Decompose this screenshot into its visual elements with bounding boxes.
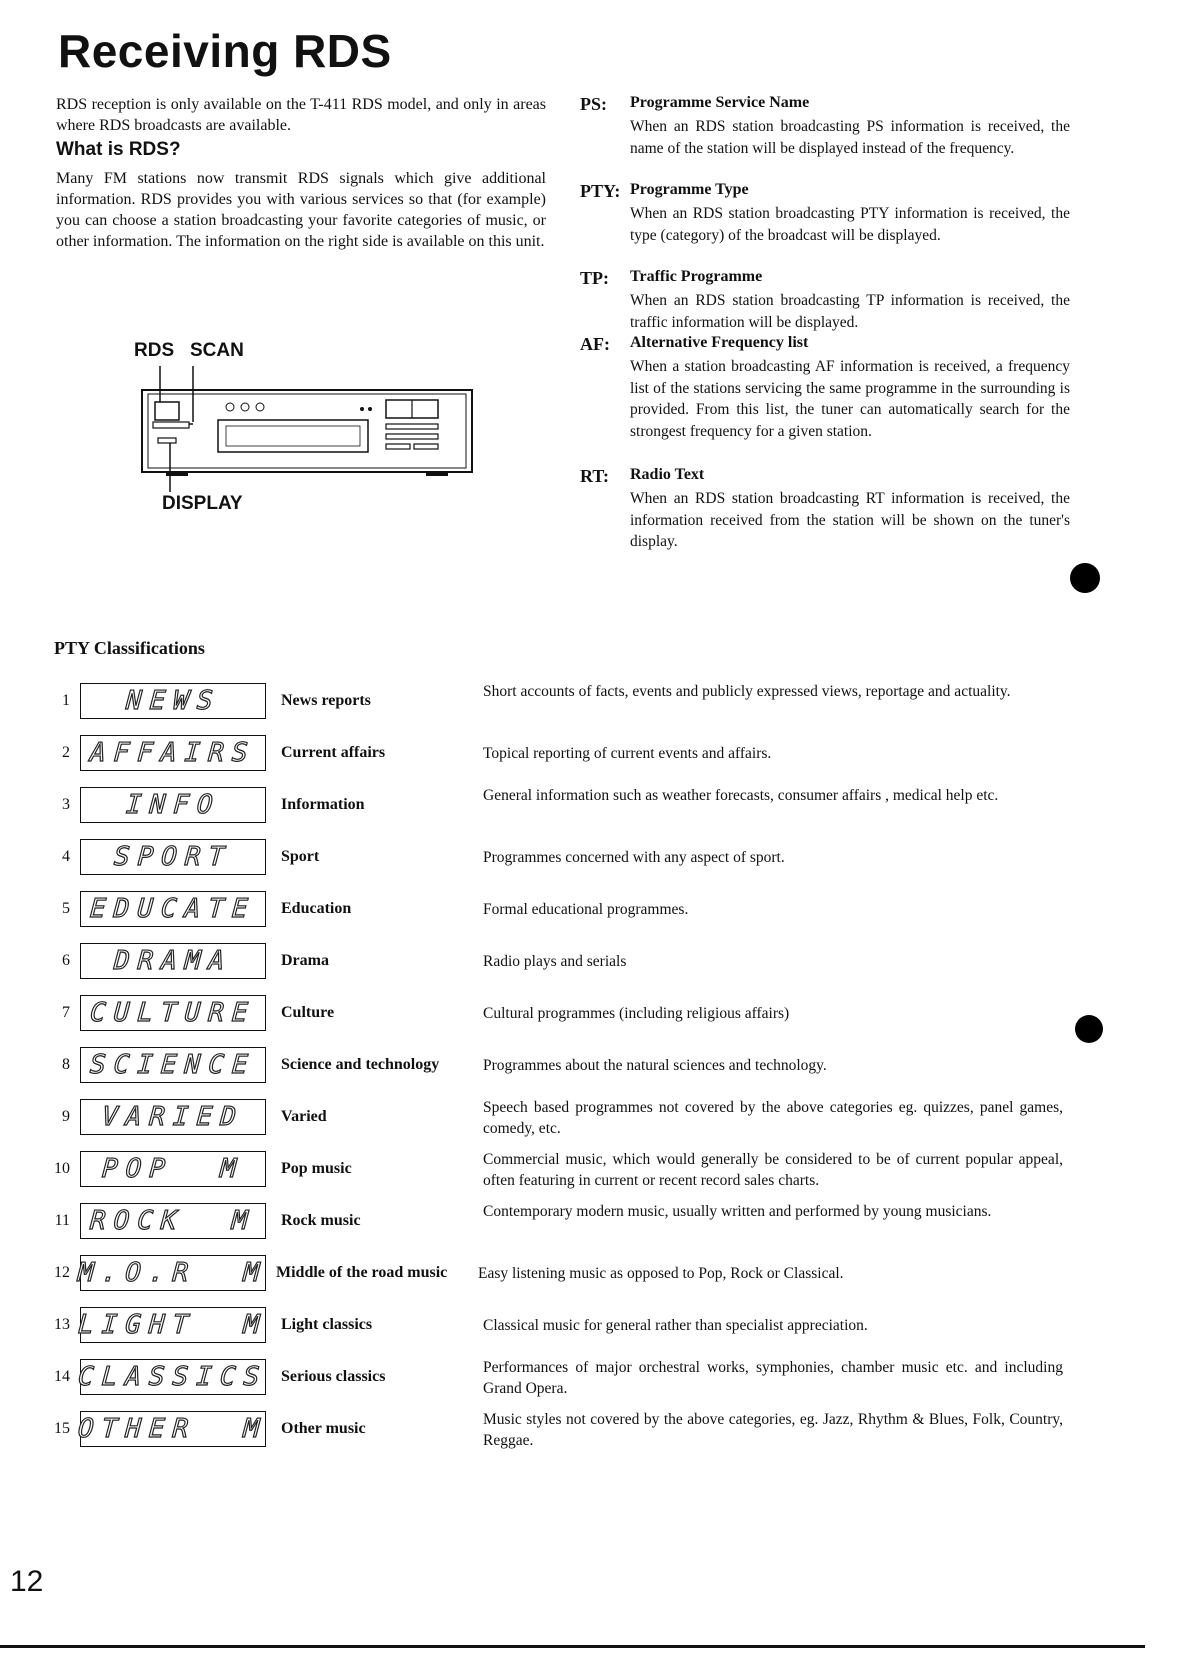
lcd-display [77, 1411, 269, 1447]
table-row [0, 1044, 1190, 1088]
definition-name: Programme Service Name [630, 94, 810, 111]
definition-abbr: PS: [580, 94, 607, 114]
pty-category: Pop music [281, 1160, 352, 1177]
what-is-rds-heading: What is RDS? [56, 139, 181, 160]
pty-number: 7 [62, 1004, 70, 1021]
pty-category: Science and technology [281, 1056, 440, 1073]
lcd-text: AFFAIRS [89, 738, 257, 768]
pty-number: 8 [62, 1056, 70, 1073]
pty-category: Varied [281, 1108, 327, 1125]
pty-number: 3 [62, 796, 70, 813]
pty-category: Education [281, 900, 352, 917]
definition-abbr: PTY: [580, 181, 621, 201]
pty-category: Sport [281, 848, 320, 865]
intro-paragraph: RDS reception is only available on the T-411 RDS model, and only in areas where RDS broadcasts are available. [56, 96, 546, 134]
pty-description: Performances of major orchestral works, symphonies, chamber music etc. and including Grand Opera. [483, 1359, 1063, 1397]
table-row [0, 992, 1190, 1036]
lcd-display [80, 995, 266, 1031]
table-row [0, 784, 1190, 828]
lcd-text: INFO [124, 790, 222, 820]
pty-number: 11 [54, 1212, 70, 1229]
table-row [0, 1356, 1190, 1400]
definition-name: Alternative Frequency list [630, 334, 809, 351]
pty-description: Easy listening music as opposed to Pop, Rock or Classical. [478, 1265, 844, 1282]
pty-description: Music styles not covered by the above categories, eg. Jazz, Rhythm & Blues, Folk, Country, Reggae. [483, 1411, 1063, 1449]
lcd-text: LIGHT M [77, 1310, 269, 1340]
definition-desc: When an RDS station broadcasting TP information is received, the traffic information will be displayed. [630, 292, 1070, 331]
lcd-display [80, 787, 266, 823]
pty-number: 2 [62, 744, 70, 761]
pty-description: Short accounts of facts, events and publicly expressed views, reportage and actuality. [483, 683, 1011, 700]
lcd-text: SPORT [112, 842, 234, 872]
table-row [0, 732, 1190, 776]
pty-description: Programmes about the natural sciences and technology. [483, 1057, 827, 1074]
table-row [0, 940, 1190, 984]
definition-name: Radio Text [630, 466, 705, 483]
pty-category: Light classics [281, 1316, 373, 1333]
lcd-display [77, 1255, 269, 1291]
scan-button-label: SCAN [190, 340, 244, 361]
table-row [0, 836, 1190, 880]
definition-abbr: AF: [580, 334, 610, 354]
pty-number: 4 [62, 848, 70, 865]
pty-category: Serious classics [281, 1368, 386, 1385]
lcd-text: POP M [100, 1154, 246, 1184]
pty-description: Programmes concerned with any aspect of sport. [483, 849, 785, 866]
lcd-display [77, 1359, 269, 1395]
lcd-display [77, 1307, 269, 1343]
table-row [0, 1252, 1190, 1296]
pty-number: 1 [62, 692, 70, 709]
bottom-divider [0, 1645, 1145, 1648]
definition-name: Traffic Programme [630, 268, 763, 285]
lcd-text: OTHER M [77, 1414, 269, 1444]
lcd-text: NEWS [124, 686, 222, 716]
table-row [0, 1304, 1190, 1348]
definition-name: Programme Type [630, 181, 749, 198]
definition-tp [580, 268, 1070, 331]
lcd-text: DRAMA [112, 946, 234, 976]
pty-description: General information such as weather forecasts, consumer affairs , medical help etc. [483, 787, 999, 804]
tuner-diagram [130, 340, 490, 515]
pty-number: 5 [62, 900, 70, 917]
pty-description: Commercial music, which would generally be considered to be of current popular appeal, often featuring in current or recent record sales charts. [483, 1151, 1063, 1189]
table-row [0, 1408, 1190, 1452]
table-row [0, 1148, 1190, 1192]
lcd-display [80, 891, 266, 927]
lcd-text: VARIED [100, 1102, 246, 1132]
definition-desc: When an RDS station broadcasting RT information is received, the information received from the station will be shown on the tuner's display. [630, 490, 1070, 550]
table-row [0, 1096, 1190, 1140]
lcd-text: ROCK M [89, 1206, 257, 1236]
definition-rt [580, 466, 1070, 550]
pty-number: 9 [62, 1108, 70, 1125]
pty-category: Information [281, 796, 365, 813]
definition-pty [580, 181, 1070, 261]
table-row [0, 1200, 1190, 1244]
pty-category: Other music [281, 1420, 366, 1437]
lcd-text: EDUCATE [89, 894, 257, 924]
pty-category: Drama [281, 952, 329, 969]
pty-classifications-heading: PTY Classifications [54, 638, 205, 658]
lcd-display [80, 1151, 266, 1187]
rds-button-label: RDS [134, 340, 175, 361]
pty-category: Rock music [281, 1212, 361, 1229]
definition-abbr: TP: [580, 268, 609, 288]
lcd-text: M.O.R M [77, 1258, 269, 1288]
pty-description: Speech based programmes not covered by the above categories eg. quizzes, panel games, comedy, etc. [483, 1099, 1063, 1137]
pty-description: Cultural programmes (including religious affairs) [483, 1005, 790, 1022]
display-button-label: DISPLAY [162, 493, 243, 514]
what-is-rds-text: Many FM stations now transmit RDS signals which give additional information. RDS provides you with various services so that (for example) you can choose a station broadcasting your favorite categories of music, or other information. The information on the right side is available on this unit. [56, 170, 546, 250]
pty-description: Topical reporting of current events and affairs. [483, 745, 772, 762]
lcd-display [80, 839, 266, 875]
lcd-display [80, 1047, 266, 1083]
definition-abbr: RT: [580, 466, 610, 486]
lcd-display [80, 943, 266, 979]
pty-number: 13 [54, 1316, 70, 1333]
binder-hole-mark [1070, 563, 1100, 593]
pty-category: Current affairs [281, 744, 386, 761]
pty-category: News reports [281, 692, 371, 709]
pty-number: 14 [54, 1368, 70, 1385]
definition-af [580, 334, 1070, 464]
tuner-front-panel-illustration [130, 362, 490, 492]
pty-description: Classical music for general rather than specialist appreciation. [483, 1317, 868, 1334]
pty-number: 12 [54, 1264, 70, 1281]
lcd-display [80, 683, 266, 719]
page-number: 12 [10, 1565, 44, 1598]
pty-number: 15 [54, 1420, 70, 1437]
pty-number: 6 [62, 952, 70, 969]
definition-desc: When a station broadcasting AF information is received, a frequency list of the stations servicing the same programme in the surrounding is provided. From this list, the tuner can automatically search for the strongest frequency for a given station. [630, 358, 1070, 440]
pty-description: Radio plays and serials [483, 953, 627, 970]
table-row [0, 680, 1190, 724]
table-row [0, 888, 1190, 932]
lcd-text: SCIENCE [89, 1050, 257, 1080]
page-title: Receiving RDS [58, 25, 392, 77]
lcd-display [80, 735, 266, 771]
pty-category: Culture [281, 1004, 335, 1021]
pty-description: Contemporary modern music, usually written and performed by young musicians. [483, 1203, 992, 1220]
definition-desc: When an RDS station broadcasting PTY information is received, the type (category) of the broadcast will be displayed. [630, 205, 1070, 244]
pty-number: 10 [54, 1160, 70, 1177]
pty-description: Formal educational programmes. [483, 901, 689, 918]
lcd-text: CULTURE [89, 998, 257, 1028]
lcd-display [80, 1099, 266, 1135]
definition-ps [580, 94, 1070, 174]
pty-category: Middle of the road music [276, 1264, 448, 1281]
lcd-text: CLASSICS [77, 1362, 269, 1392]
definition-desc: When an RDS station broadcasting PS information is received, the name of the station will be displayed instead of the frequency. [630, 118, 1070, 157]
lcd-display [80, 1203, 266, 1239]
